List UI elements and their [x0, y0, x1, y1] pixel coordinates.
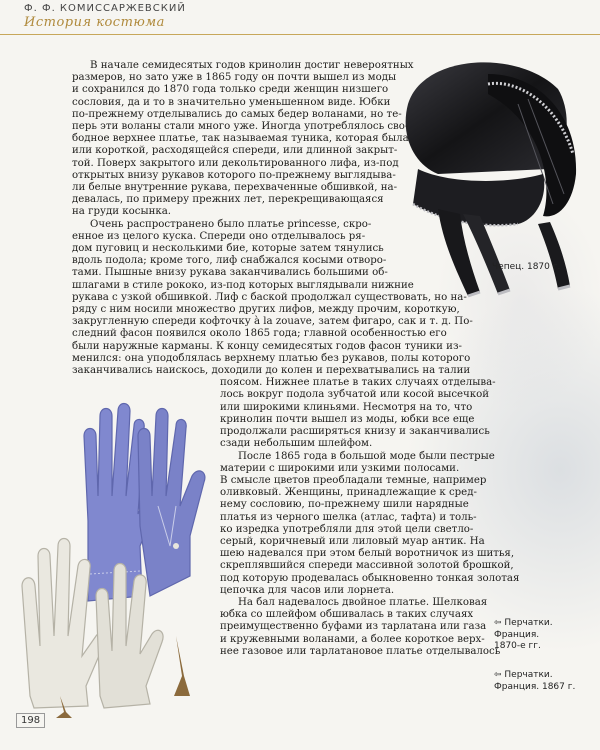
body-line: открытых внизу рукавов которого по-прежнему выглядыва- — [72, 169, 396, 181]
body-line: цепочка для часов или лорнета. — [220, 584, 395, 596]
body-line: вдоль подола; кроме того, лиф снабжался косыми отворо- — [72, 255, 387, 267]
body-line: менился: она уподоблялась верхнему платью без рукавов, полы которого — [72, 352, 471, 364]
body-line: преимущественно буфами из тарлатана или газа — [220, 621, 487, 633]
body-line: следний фасон появился около 1865 года; главной особенностью его — [72, 328, 447, 340]
bonnet-caption: Чепец. 1870 г. — [492, 262, 561, 272]
body-line: В начале семидесятых годов кринолин достиг невероятных — [90, 60, 414, 71]
body-line: ко изредка употребляли для этой цели светло- — [220, 523, 474, 535]
gloves-blue-caption-line: Франция. — [494, 629, 540, 640]
body-line: После 1865 года в большой моде были пестрые — [238, 450, 495, 462]
header-book-title: История костюма — [24, 15, 165, 30]
body-line: на груди косынка. — [72, 206, 172, 218]
body-line: девалась, по примеру прежних лет, перекрещивающаяся — [72, 194, 384, 206]
body-line: ли белые внутренние рукава, перехваченные обшивкой, на- — [72, 182, 398, 194]
gloves-white-caption-line: ⇦ Перчатки. — [494, 670, 553, 680]
body-line: сословия, да и то в значительно уменьшенном виде. Юбки — [72, 96, 391, 108]
body-line: и кружевными воланами, а более короткое верх- — [220, 633, 485, 645]
body-line: нему сословию, по-прежнему шили нарядные — [220, 499, 469, 511]
body-line: нее газовое или тарлатановое платье отделывалось — [220, 645, 501, 657]
body-line: или широкими клиньями. Несмотря на то, что — [220, 401, 473, 413]
header-rule — [0, 34, 600, 35]
body-line: На бал надевалось двойное платье. Шелковая — [238, 596, 488, 608]
body-line: поясом. Нижнее платье в таких случаях отделыва- — [220, 377, 496, 389]
header-author: Ф. Ф. КОМИССАРЖЕВСКИЙ — [24, 3, 186, 14]
body-line: бодное верхнее платье, так называемая туника, которая была — [72, 133, 409, 145]
body-line: оливковый. Женщины, принадлежащие к сред- — [220, 487, 477, 499]
body-line: енное из целого куска. Спереди оно отделывалось ря- — [72, 230, 366, 242]
body-line: перь эти воланы стали много уже. Иногда употреблялось сво- — [72, 121, 409, 133]
gloves-white-caption — [494, 670, 575, 693]
body-line: той. Поверх закрытого или декольтированного лифа, из-под — [72, 157, 399, 169]
body-line: по-прежнему отделывались до самых бедер воланами, но те- — [72, 108, 402, 120]
body-line: дом пуговиц и несколькими бие, которые затем тянулись — [72, 243, 384, 255]
body-line: рукава с узкой обшивкой. Лиф с баской продолжал существовать, но на- — [72, 291, 467, 303]
body-line: Очень распространено было платье princesse, скро- — [90, 218, 372, 230]
body-line: под которую продевалась обыкновенно тонкая золотая — [220, 572, 520, 584]
body-line: заканчивались наискось, доходили до колен и перехватывались на талии — [72, 365, 471, 377]
body-line: сзади небольшим шлейфом. — [220, 438, 373, 450]
body-line: материи с широкими или узкими полосами. — [220, 462, 460, 474]
body-line: или короткой, расходящейся спереди, или длинной закрыт- — [72, 145, 398, 157]
body-line: кринолин почти вышел из моды, юбки все еще — [220, 413, 475, 425]
body-line: шлагами в стиле рококо, из-под которых выглядывали нижние — [72, 279, 414, 291]
body-line: скреплявшийся спереди массивной золотой брошкой, — [220, 560, 514, 572]
body-line: серый, коричневый или лиловый муар антик. На — [220, 535, 485, 547]
page-number: 198 — [16, 713, 45, 728]
body-line: ряду с ним носили множество других лифов, между прочим, короткую, — [72, 304, 460, 316]
body-line: юбка со шлейфом обшивалась в таких случаях — [220, 609, 474, 621]
body-line: тами. Пышные внизу рукава заканчивались большими об- — [72, 267, 388, 279]
body-line: В смысле цветов преобладали темные, например — [220, 474, 487, 486]
body-line: размеров, но зато уже в 1865 году он почти вышел из моды — [72, 72, 397, 84]
gloves-blue-caption-line: ⇦ Перчатки. — [494, 618, 553, 628]
body-line: шею надевался при этом белый воротничок из шитья, — [220, 548, 515, 560]
body-line: продолжали расширяться книзу и заканчивались — [220, 426, 490, 438]
gloves-blue-caption — [494, 618, 553, 653]
body-line: лось вокруг подола зубчатой или косой высечкой — [220, 389, 490, 401]
body-line: платья из черного шелка (атлас, тафта) и толь- — [220, 511, 477, 523]
body-line: были наружные карманы. К концу семидесятых годов фасон туники из- — [72, 340, 462, 352]
body-line: и сохранился до 1870 года только среди женщин низшего — [72, 84, 389, 96]
gloves-white-caption-line: Франция. 1867 г. — [494, 681, 576, 692]
gloves-blue-caption-line: 1870-е гг. — [494, 641, 541, 651]
body-line: закругленную спереди кофточку à la zouave, затем фигаро, сак и т. д. По- — [72, 316, 473, 328]
